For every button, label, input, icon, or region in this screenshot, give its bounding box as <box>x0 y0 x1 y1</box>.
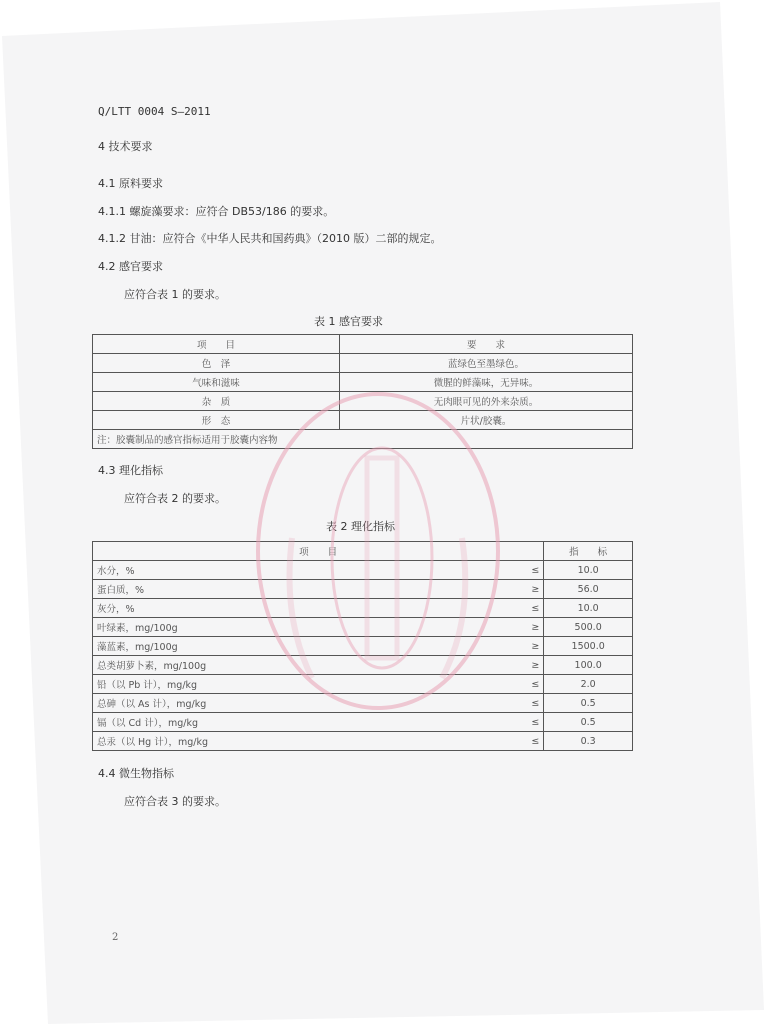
table-cell: 蓝绿色至墨绿色。 <box>340 354 633 373</box>
table2-header-row <box>93 542 633 561</box>
section-4-2-heading: 4.2 感官要求 <box>98 260 163 273</box>
table-row <box>93 411 633 430</box>
table-cell: 铅（以 Pb 计），mg/kg <box>93 675 528 694</box>
table-cell: 叶绿素，mg/100g <box>93 618 528 637</box>
table-cell: 100.0 <box>544 656 633 675</box>
table-cell: ≤ <box>527 694 543 713</box>
table-cell: ≥ <box>527 580 543 599</box>
table-row <box>93 561 633 580</box>
table-cell: ≤ <box>527 713 543 732</box>
table-cell: 10.0 <box>544 561 633 580</box>
table-cell: ≤ <box>527 561 543 580</box>
table2-header-index: 指 标 <box>544 542 633 561</box>
table-cell: 500.0 <box>544 618 633 637</box>
table-cell: 总汞（以 Hg 计），mg/kg <box>93 732 528 751</box>
document-code: Q/LTT 0004 S—2011 <box>98 105 211 118</box>
table-cell: 灰分，% <box>93 599 528 618</box>
table-cell: 0.3 <box>544 732 633 751</box>
table2-caption: 表 2 理化指标 <box>326 520 395 533</box>
table-cell: 0.5 <box>544 713 633 732</box>
table-cell: 镉（以 Cd 计），mg/kg <box>93 713 528 732</box>
table1-header-requirement: 要 求 <box>340 335 633 354</box>
section-4-heading: 4 技术要求 <box>98 140 153 153</box>
table-row <box>93 354 633 373</box>
table2-header-item: 项 目 <box>93 542 544 561</box>
section-4-1-heading: 4.1 原料要求 <box>98 177 163 190</box>
table-cell: ≥ <box>527 637 543 656</box>
table-cell: 气味和滋味 <box>93 373 340 392</box>
table-cell: 片状/胶囊。 <box>340 411 633 430</box>
table1-caption: 表 1 感官要求 <box>314 315 383 328</box>
table-cell: 总类胡萝卜素，mg/100g <box>93 656 528 675</box>
table-row <box>93 675 633 694</box>
table2-physicochemical <box>92 541 633 751</box>
table-cell: ≥ <box>527 656 543 675</box>
table-row <box>93 373 633 392</box>
section-4-3-text: 应符合表 2 的要求。 <box>124 492 226 505</box>
section-4-4-text: 应符合表 3 的要求。 <box>124 795 226 808</box>
table-row <box>93 618 633 637</box>
table-cell: 2.0 <box>544 675 633 694</box>
table-cell: ≥ <box>527 618 543 637</box>
table-row <box>93 656 633 675</box>
table-cell: 无肉眼可见的外来杂质。 <box>340 392 633 411</box>
section-4-2-text: 应符合表 1 的要求。 <box>124 288 226 301</box>
table-cell: 蛋白质，% <box>93 580 528 599</box>
table-cell: 微腥的鲜藻味，无异味。 <box>340 373 633 392</box>
table-row <box>93 637 633 656</box>
page-number: 2 <box>112 932 119 943</box>
table-cell: 1500.0 <box>544 637 633 656</box>
table-cell: 形 态 <box>93 411 340 430</box>
table-cell: 杂 质 <box>93 392 340 411</box>
section-4-1-2-text: 4.1.2 甘油：应符合《中华人民共和国药典》（2010 版）二部的规定。 <box>98 232 442 245</box>
table1-note: 注：胶囊制品的感官指标适用于胶囊内容物 <box>93 430 633 449</box>
table-row <box>93 599 633 618</box>
table-cell: 水分，% <box>93 561 528 580</box>
table1-sensory <box>92 334 633 449</box>
table-row <box>93 392 633 411</box>
table1-header-row <box>93 335 633 354</box>
table-cell: ≤ <box>527 732 543 751</box>
table-row <box>93 694 633 713</box>
section-4-4-heading: 4.4 微生物指标 <box>98 767 174 780</box>
section-4-3-heading: 4.3 理化指标 <box>98 464 163 477</box>
table-cell: ≤ <box>527 675 543 694</box>
table-cell: 总砷（以 As 计），mg/kg <box>93 694 528 713</box>
table-row <box>93 732 633 751</box>
table-cell: 色 泽 <box>93 354 340 373</box>
table-row <box>93 713 633 732</box>
table-cell: 藻蓝素，mg/100g <box>93 637 528 656</box>
table-cell: ≤ <box>527 599 543 618</box>
table-cell: 56.0 <box>544 580 633 599</box>
table1-header-item: 项 目 <box>93 335 340 354</box>
table1-note-row <box>93 430 633 449</box>
table-row <box>93 580 633 599</box>
table-cell: 10.0 <box>544 599 633 618</box>
table-cell: 0.5 <box>544 694 633 713</box>
section-4-1-1-text: 4.1.1 螺旋藻要求：应符合 DB53/186 的要求。 <box>98 205 335 218</box>
